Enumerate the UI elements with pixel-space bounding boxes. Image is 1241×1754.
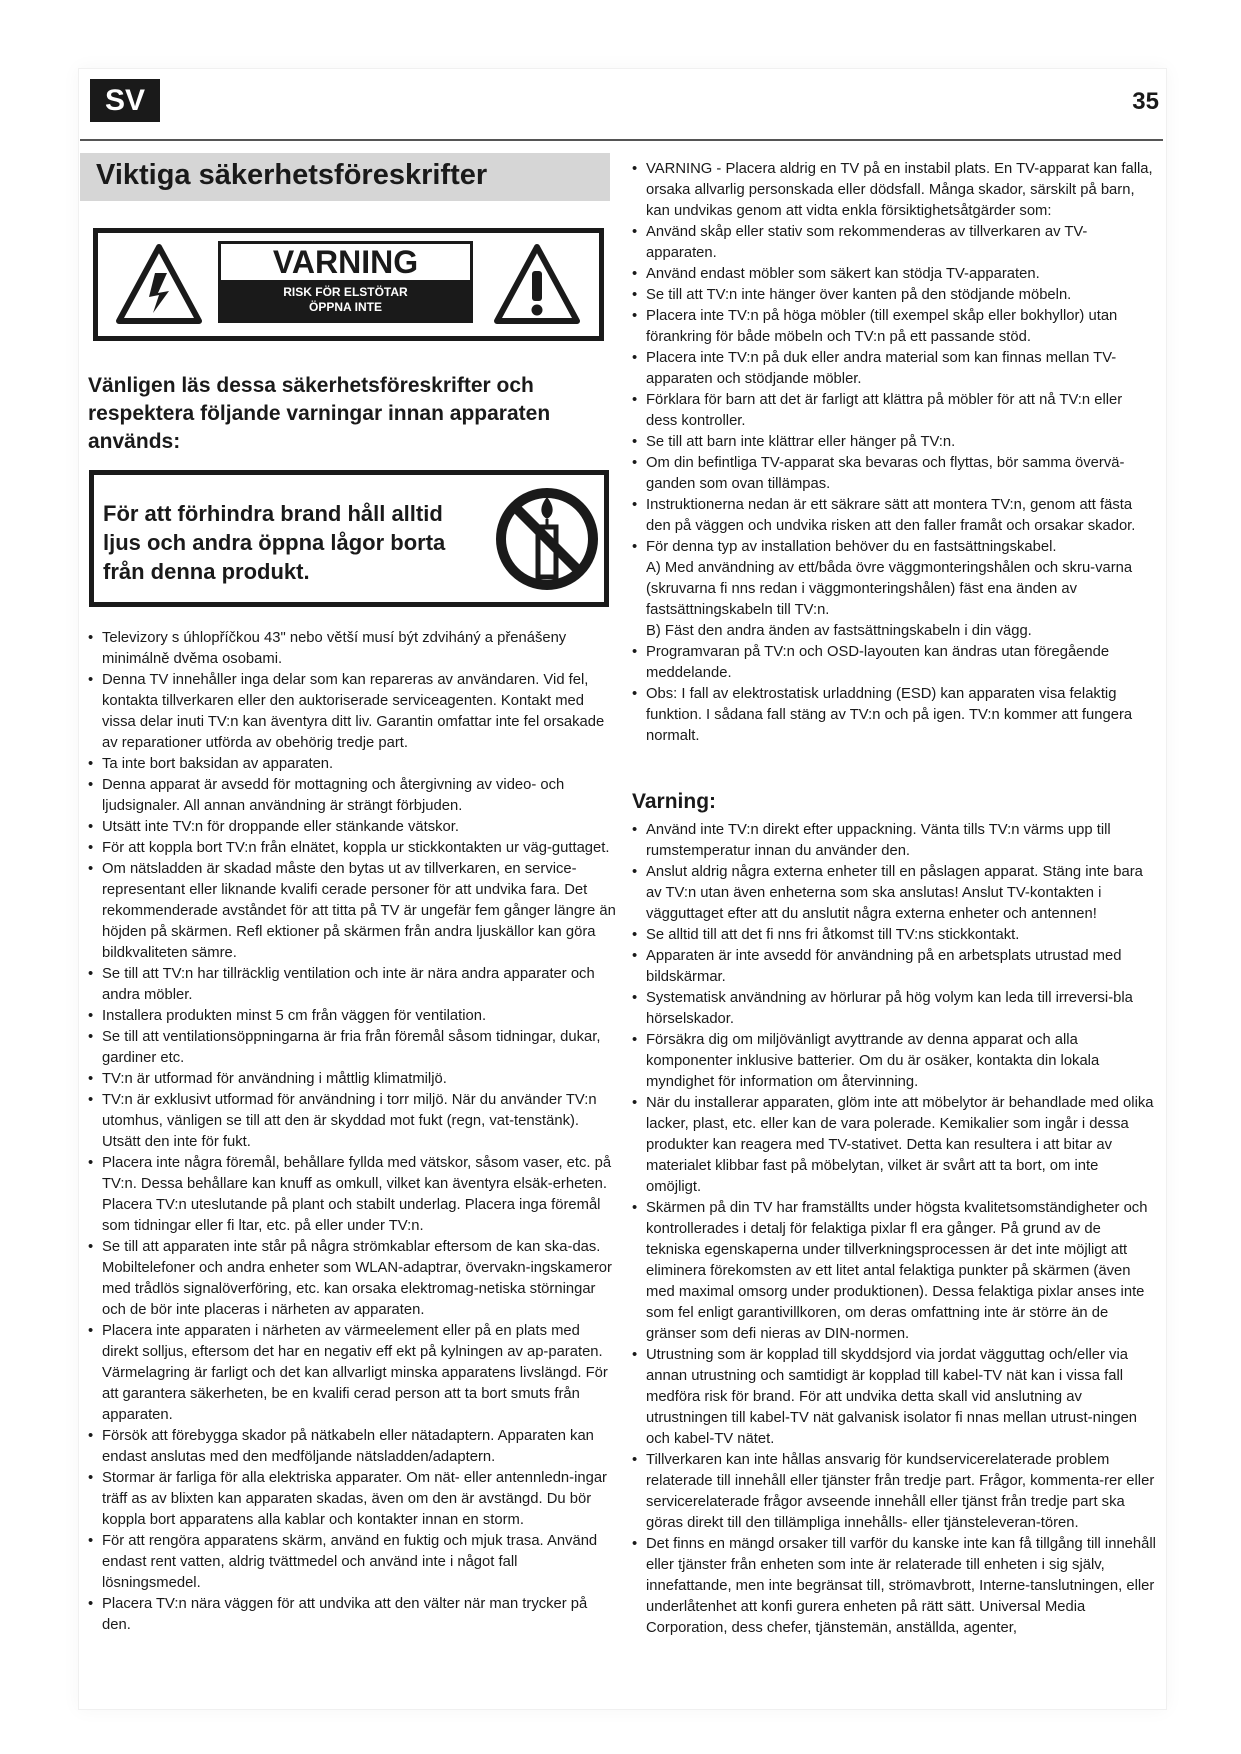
left-column	[88, 628, 616, 1636]
language-badge: SV	[90, 79, 160, 122]
list-item: • Försäkra dig om miljövänligt avyttrande av denna apparat och alla komponenter inklusive batterier. Om du är osäker, kontakta din lokala myndighet för information om återvinning.	[632, 1030, 1157, 1093]
header-divider	[80, 139, 1163, 141]
list-item: • Skärmen på din TV har framställts under högsta kvalitetsomständigheter och kontrollerades i detalj för felaktiga pixlar fl era gånger. På grund av de tekniska egenskaperna under tillverkningsprocessen är det inte möjligt att eliminera förekomsten av ett litet antal felaktiga punkter på skärmen (även med maximal omsorg under produktionen). Dessa felaktiga pixlar anses inte som fel enligt garantivillkoren, om deras omfattning inte är större än de gränser som defi nieras av DIN-normen.	[632, 1198, 1157, 1345]
varning-column	[632, 820, 1157, 1639]
list-item: • TV:n är exklusivt utformad för användning i torr miljö. När du använder TV:n utomhus, vänligen se till att den är skyddad mot fukt (regn, vat-tenstänk). Utsätt den inte för fukt.	[88, 1090, 616, 1153]
list-item: • Tillverkaren kan inte hållas ansvarig för kundservicerelaterade problem relaterade till innehåll eller tjänster från tredje part. Frågor, kommenta-rer eller servicerelaterade frågor avseende innehåll eller tjänst från tredje part ska göras direkt till den tillämpliga innehålls- eller tjänsteleveran-tören.	[632, 1450, 1157, 1534]
list-item: • TV:n är utformad för användning i måttlig klimatmiljö.	[88, 1069, 616, 1090]
list-item: • Se till att apparaten inte står på några strömkablar eftersom de kan ska-das. Mobiltelefoner och andra enheter som WLAN-adaptrar, övervakn-ingskameror med trådlös signalöverföring, etc. kan orsaka elektromag-netiska störningar och de bör inte placeras i närheten av apparaten.	[88, 1237, 616, 1321]
warning-subtitle	[221, 280, 470, 320]
list-item: • Om nätsladden är skadad måste den bytas ut av tillverkaren, en service-representant eller liknande kvalifi cerade personer för att undvika fara. Det rekommenderade avståndet för att titta på TV är ungefär fem gånger längre än höjden på skärmen. Refl ektioner på skärmen från andra ljuskällor kan göra bildkvaliteten sämre.	[88, 859, 616, 964]
list-item: • Placera inte några föremål, behållare fyllda med vätskor, såsom vaser, etc. på TV:n. Dessa behållare kan knuff as omkull, vilket kan äventyra elsäk-erheten. Placera TV:n uteslutande på plant och stabilt underlag. Placera inga föremål som tidningar eller fi ltar, etc. på eller under TV:n.	[88, 1153, 616, 1237]
fire-warning-box	[89, 470, 609, 607]
cable-step-b: B) Fäst den andra änden av fastsättningskabeln i din vägg.	[646, 623, 1032, 639]
varning-heading: Varning:	[632, 790, 717, 813]
warning-line-1: RISK FÖR ELSTÖTAR	[283, 285, 408, 299]
page-title: Viktiga säkerhetsföreskrifter	[96, 159, 488, 191]
warning-label	[218, 241, 473, 323]
list-item: • Televizory s úhlopříčkou 43" nebo větší musí být zdviháný a přenášeny minimálně dvěma osobami.	[88, 628, 616, 670]
list-item: • Placera inte TV:n på duk eller andra material som kan finnas mellan TV-apparaten och stödjande möbler.	[632, 348, 1157, 390]
list-item: • Denna TV innehåller inga delar som kan repareras av användaren. Vid fel, kontakta tillverkaren eller den auktoriserade serviceagenten. Kontakt med vissa delar inuti TV:n kan äventyra ditt liv. Garantin omfattar inte fel orsakade av reparationer utförda av obehörig tredje part.	[88, 670, 616, 754]
fire-warning-text: För att förhindra brand håll alltid ljus och andra öppna lågor borta från denna produkt.	[103, 501, 446, 584]
list-item: • Obs: I fall av elektrostatisk urladdning (ESD) kan apparaten visa felaktig funktion. I sådana fall stäng av TV:n och på igen. TV:n kommer att fungera normalt.	[632, 684, 1157, 747]
list-item: • Använd inte TV:n direkt efter uppackning. Vänta tills TV:n värms upp till rumstemperatur innan du använder den.	[632, 820, 1157, 862]
list-item: • När du installerar apparaten, glöm inte att möbelytor är behandlade med olika lacker, plast, etc. eller kan de vara polerade. Kemikalier som ingår i dessa produkter kan reagera med TV-stativet. Detta kan resultera i att bitar av materialet klibbar fast på möbelytan, vilket är svårt att ta bort, om inte omöjligt.	[632, 1093, 1157, 1198]
read-instructions-heading: Vänligen läs dessa säkerhetsföreskrifter och respektera följande varningar innan apparaten används:	[88, 374, 551, 453]
warning-box	[93, 228, 604, 341]
list-item: • Installera produkten minst 5 cm från väggen för ventilation.	[88, 1006, 616, 1027]
warning-title: VARNING	[272, 244, 419, 280]
list-item: • Se till att TV:n har tillräcklig ventilation och inte är nära andra apparater och andra möbler.	[88, 964, 616, 1006]
no-open-flame-icon	[492, 479, 602, 599]
page-number: 35	[1132, 88, 1159, 115]
right-safety-list-2	[632, 642, 1157, 747]
list-item: • Se till att TV:n inte hänger över kanten på den stödjande möbeln.	[632, 285, 1157, 306]
list-item: • Instruktionerna nedan är ett säkrare sätt att montera TV:n, genom att fästa den på väggen och undvika risken att den faller framåt och orsakar skador.	[632, 495, 1157, 537]
list-item: • Placera inte apparaten i närheten av värmeelement eller på en plats med direkt solljus, eftersom det har en negativ eff ekt på kylningen av ap-paraten. Värmelagring är farligt och det kan allvarligt minska apparatens livslängd. För att garantera säkerheten, be en kvalifi cerad person att ta bort smuts från apparaten.	[88, 1321, 616, 1426]
list-item: • Systematisk användning av hörlurar på hög volym kan leda till irreversi-bla hörselskador.	[632, 988, 1157, 1030]
list-item: • VARNING - Placera aldrig en TV på en instabil plats. En TV-apparat kan falla, orsaka allvarlig personskada eller dödsfall. Många skador, särskilt på barn, kan undvikas genom att vidta enkla försiktighetsåtgärder som:	[632, 159, 1157, 222]
list-item: • Använd endast möbler som säkert kan stödja TV-apparaten.	[632, 264, 1157, 285]
warning-line-2: ÖPPNA INTE	[309, 300, 382, 314]
list-item: • Använd skåp eller stativ som rekommenderas av tillverkaren av TV-apparaten.	[632, 222, 1157, 264]
list-item: • Placera inte TV:n på höga möbler (till exempel skåp eller bokhyllor) utan förankring för både möbeln och TV:n på ett passande stöd.	[632, 306, 1157, 348]
electric-shock-warning-icon	[115, 243, 203, 325]
cable-step-a: A) Med användning av ett/båda övre väggmonteringshålen och skru-varna (skruvarna fi nns redan i väggmonteringshålen) fäst ena änden av fastsättningskabeln till TV:n.	[646, 560, 1133, 618]
list-item: • Ta inte bort baksidan av apparaten.	[88, 754, 616, 775]
list-item: • För att rengöra apparatens skärm, använd en fuktig och mjuk trasa. Använd endast rent vatten, aldrig tvättmedel och använd inte i något fall lösningsmedel.	[88, 1531, 616, 1594]
list-item: • Apparaten är inte avsedd för användning på en arbetsplats utrustad med bildskärmar.	[632, 946, 1157, 988]
list-item: • Placera TV:n nära väggen för att undvika att den välter när man trycker på den.	[88, 1594, 616, 1636]
left-safety-list	[88, 628, 616, 1636]
list-item: • Utsätt inte TV:n för droppande eller stänkande vätskor.	[88, 817, 616, 838]
list-item: • Se till att ventilationsöppningarna är fria från föremål såsom tidningar, dukar, gardiner etc.	[88, 1027, 616, 1069]
list-item: • Programvaran på TV:n och OSD-layouten kan ändras utan föregående meddelande.	[632, 642, 1157, 684]
list-item: • Denna apparat är avsedd för mottagning och återgivning av video- och ljudsignaler. All annan användning är strängt förbjuden.	[88, 775, 616, 817]
list-item: • Om din befintliga TV-apparat ska bevaras och flyttas, bör samma övervä-ganden som ovan tillämpas.	[632, 453, 1157, 495]
right-safety-list	[632, 159, 1157, 558]
list-item: • Utrustning som är kopplad till skyddsjord via jordat vägguttag och/eller via annan utrustning och samtidigt är kopplad till kabel-TV nät kan i vissa fall medföra risk för brand. För att undvika detta skall vid anslutning av utrustningen till kabel-TV nät galvanisk isolator fi nnas mellan utrust-ningen och kabel-TV nätet.	[632, 1345, 1157, 1450]
list-item: • Stormar är farliga för alla elektriska apparater. Om nät- eller antennledn-ingar träff as av blixten kan apparaten skadas, även om den är avstängd. Du bör koppla bort apparatens alla kablar och kontakter innan en storm.	[88, 1468, 616, 1531]
list-item: • Förklara för barn att det är farligt att klättra på möbler för att nå TV:n eller dess kontroller.	[632, 390, 1157, 432]
list-item: • För denna typ av installation behöver du en fastsättningskabel.	[632, 537, 1157, 558]
list-item: • Se till att barn inte klättrar eller hänger på TV:n.	[632, 432, 1157, 453]
list-item: • Försök att förebygga skador på nätkabeln eller nätadaptern. Apparaten kan endast anslutas med den medföljande nätsladden/adaptern.	[88, 1426, 616, 1468]
list-item: • För att koppla bort TV:n från elnätet, koppla ur stickkontakten ur väg-guttaget.	[88, 838, 616, 859]
list-item: • Det finns en mängd orsaker till varför du kanske inte kan få tillgång till innehåll eller tjänster från enheten som inte är relaterade till enheten i sig själv, innefattande, men inte begränsat till, strömavbrott, Interne-tanslutningen, eller underlåtenhet att konfi gurera enheten på rätt sätt. Universal Media Corporation, dess chefer, tjänstemän, anställda, agenter,	[632, 1534, 1157, 1639]
list-item: • Anslut aldrig några externa enheter till en påslagen apparat. Stäng inte bara av TV:n utan även enheterna som ska anslutas! Anslut TV-kontakten i vägguttaget efter att du anslutit några externa enheter och antennen!	[632, 862, 1157, 925]
exclamation-warning-icon	[493, 243, 581, 325]
title-band	[80, 153, 610, 201]
right-column	[632, 159, 1157, 747]
list-item: • Se alltid till att det fi nns fri åtkomst till TV:ns stickkontakt.	[632, 925, 1157, 946]
varning-list	[632, 820, 1157, 1639]
